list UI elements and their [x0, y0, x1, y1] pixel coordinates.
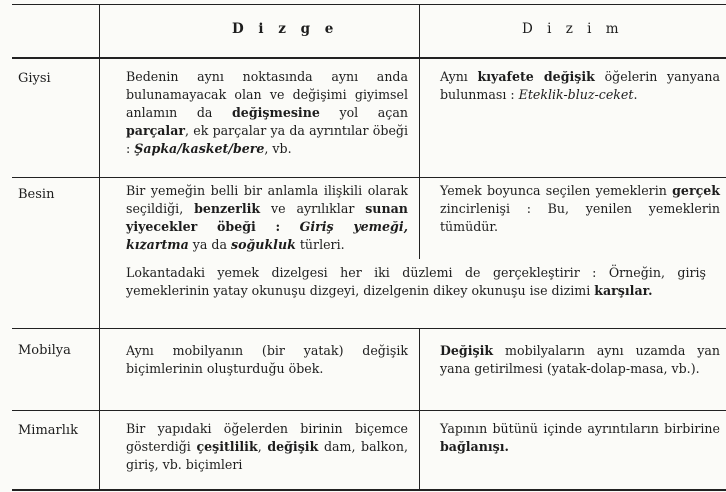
furniture-syntagm-text: Değişik mobilyaların aynı uzamda yan yana getirilmesi (yatak-dolap-masa, vb.). — [440, 343, 720, 376]
row-rule-food — [12, 177, 726, 178]
clothing-paradigm-text: Bedenin aynı noktasında aynı anda bulunamayacak olan ve değişimi giyimsel anlamın da değişmesine yol açan parçalar, ek parçalar ya da ayrıntılar öbeği : Şapka/kasket/bere, vb. — [126, 69, 408, 156]
food-menu-note: Lokantadaki yemek dizelgesi her iki düzlemi de gerçekleştirir : Örneğin, giriş yemeklerinin yatay okunuşu dizgeyi, dizelgenin dikey okunuşu ise dizimi karşılar. — [126, 265, 706, 298]
header-paradigm: D i z g e — [232, 21, 339, 37]
table-bottom-rule — [12, 489, 726, 491]
header-bottom-rule — [12, 57, 726, 59]
row-rule-furniture — [12, 328, 726, 329]
food-paradigm-text: Bir yemeğin belli bir anlamla ilişkili olarak seçildiği, benzerlik ve ayrılıklar sunan yiyecekler öbeği : Giriş yemeği, kızartma ya da soğukluk türleri. — [126, 183, 408, 252]
row-label-clothing: Giysi — [18, 71, 51, 86]
category-column-rule — [99, 4, 100, 490]
column-rule-bottom — [419, 328, 420, 490]
row-label-architecture: Mimarlık — [18, 423, 78, 438]
table-top-rule — [12, 4, 726, 5]
furniture-paradigm-text: Aynı mobilyanın (bir yatak) değişik biçimlerinin oluşturduğu öbek. — [126, 343, 408, 376]
column-rule-top — [419, 4, 420, 259]
architecture-syntagm-text: Yapının bütünü içinde ayrıntıların birbirine bağlanışı. — [440, 421, 720, 454]
row-label-furniture: Mobilya — [18, 343, 71, 358]
clothing-syntagm-text: Aynı kıyafete değişik öğelerin yanyana bulunması : Eteklik-bluz-ceket. — [440, 69, 721, 102]
row-rule-architecture — [12, 410, 726, 411]
row-label-food: Besin — [18, 187, 55, 202]
architecture-paradigm-text: Bir yapıdaki öğelerden birinin biçemce gösterdiği çeşitlilik, değişik dam, balkon, giriş, vb. biçimleri — [126, 421, 408, 472]
header-syntagm: D i z i m — [522, 21, 624, 37]
food-syntagm-text: Yemek boyunca seçilen yemeklerin gerçek zincirlenişi : Bu, yenilen yemeklerin tümüdür. — [440, 183, 720, 234]
